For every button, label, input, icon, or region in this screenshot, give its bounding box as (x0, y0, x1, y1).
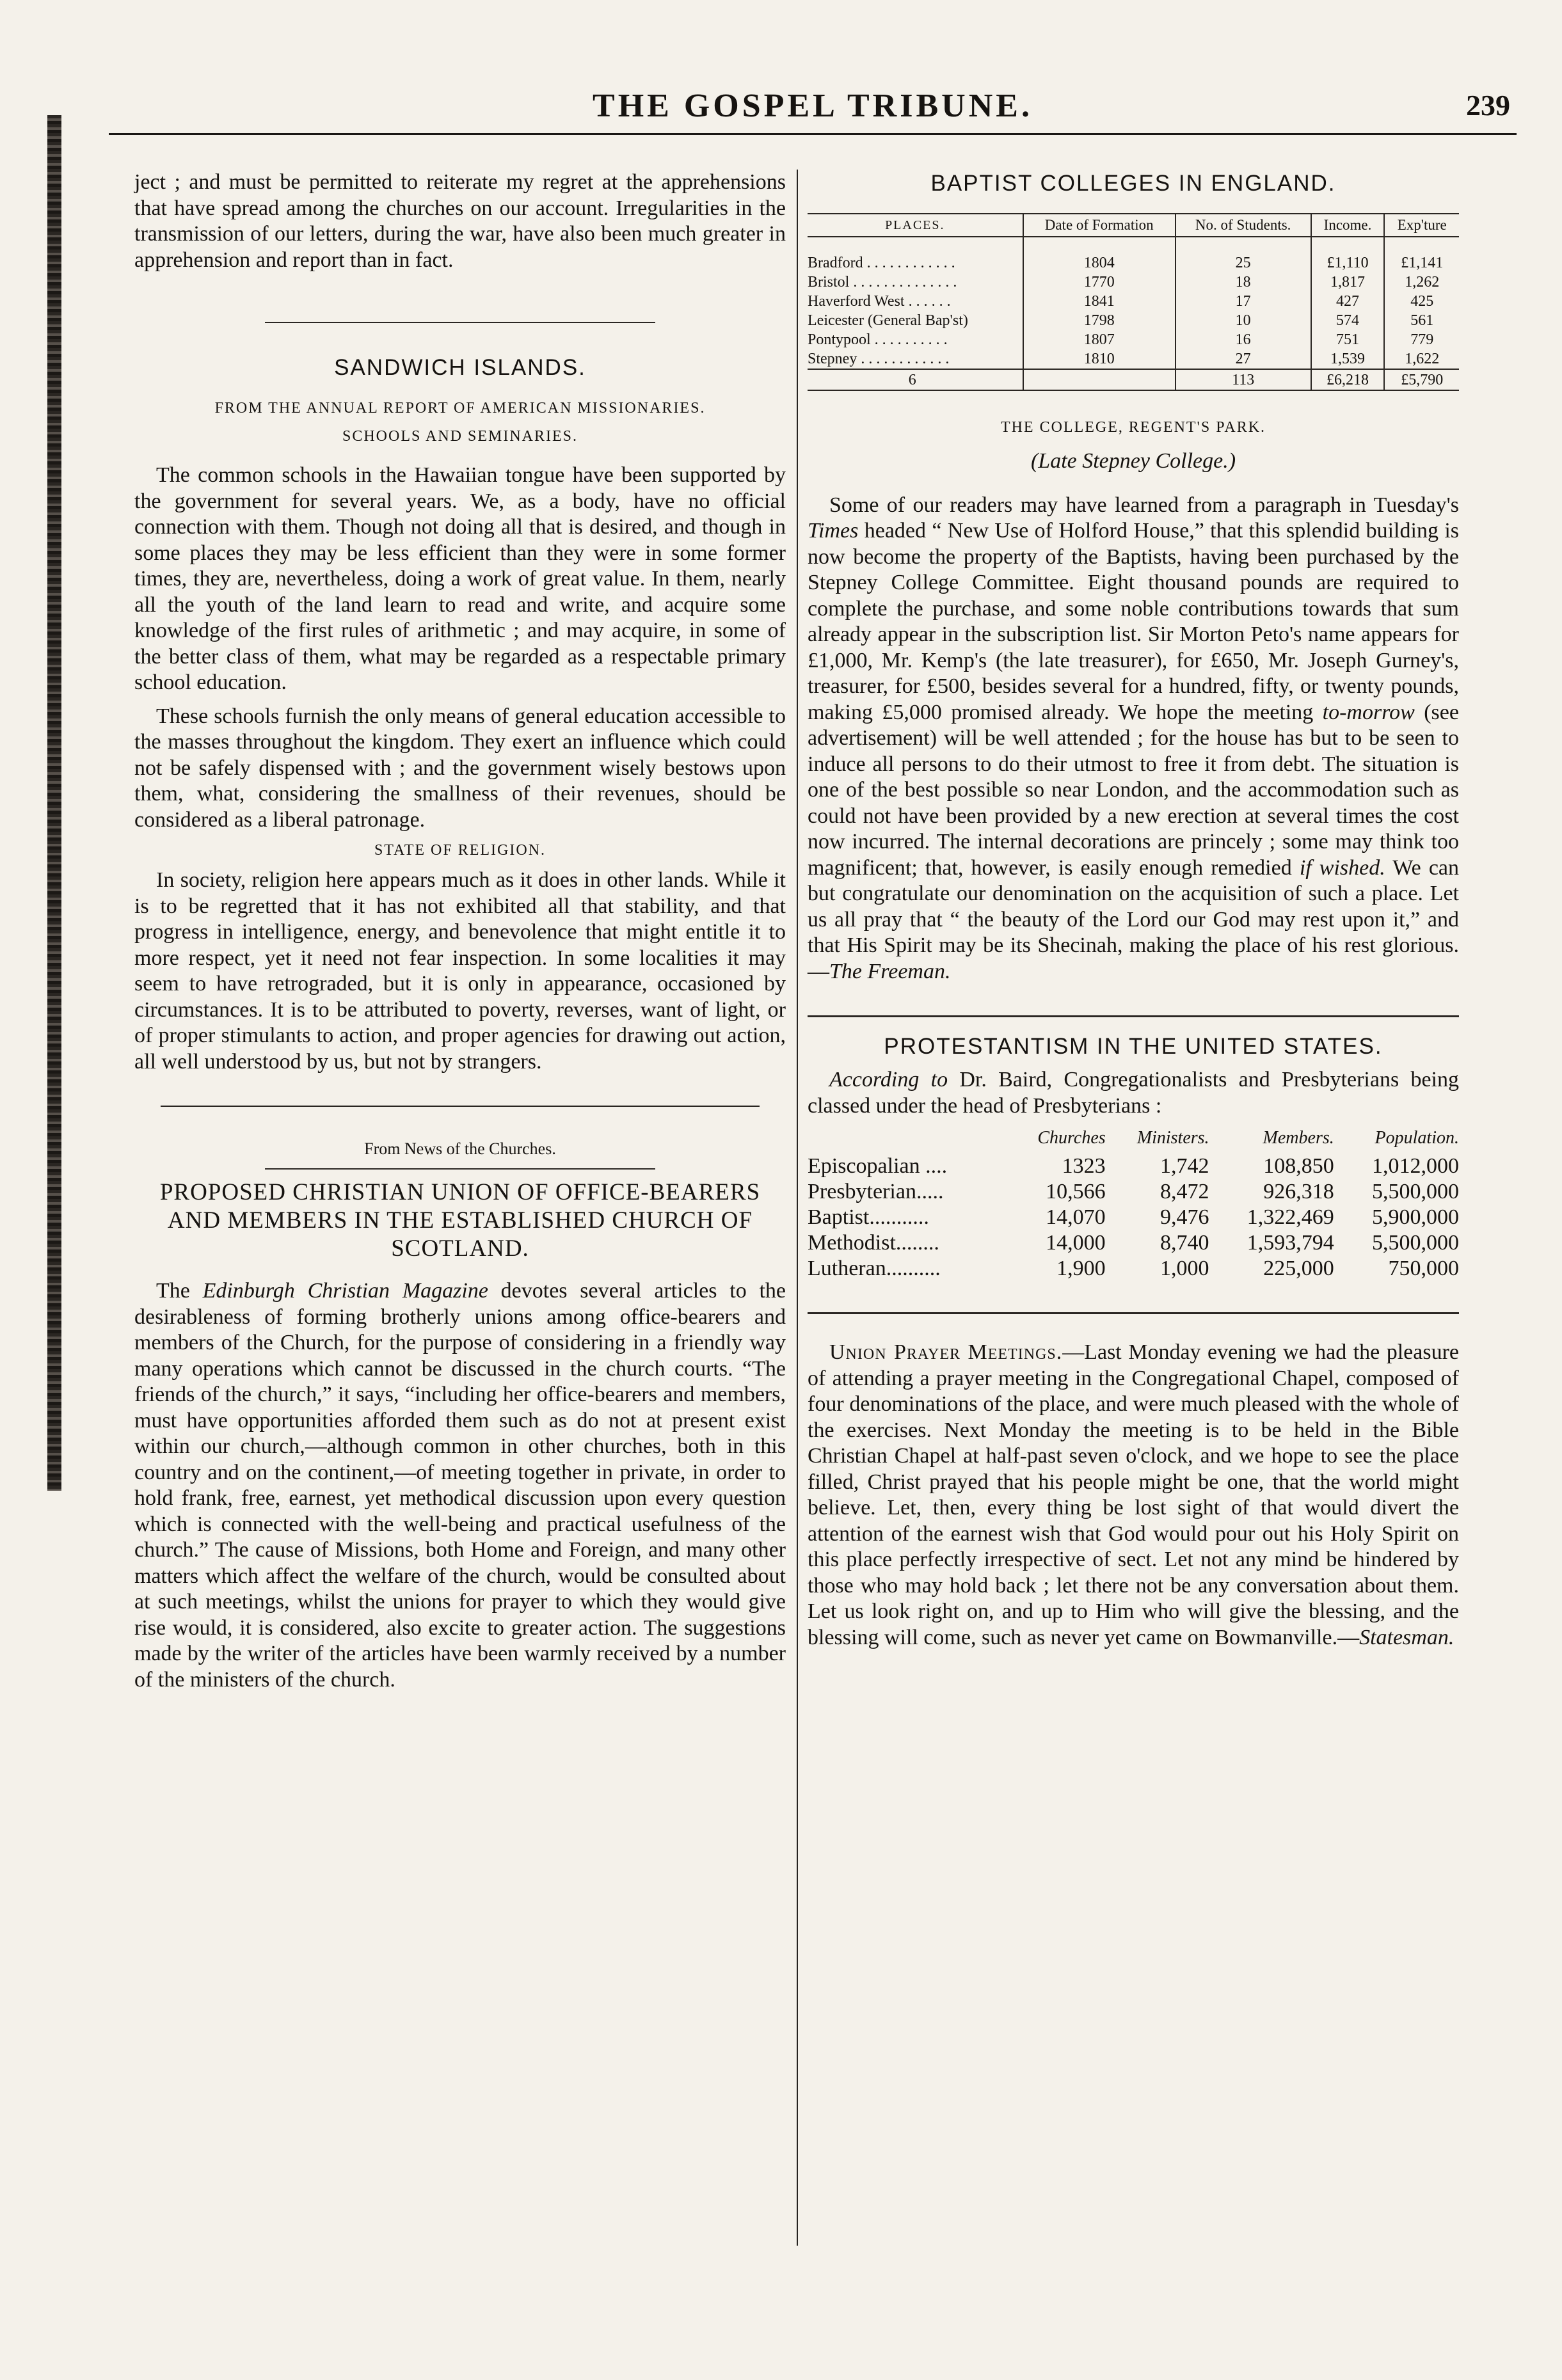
table-cell: 25 (1175, 237, 1311, 273)
page-header (109, 82, 1517, 135)
table-cell: £6,218 (1311, 369, 1385, 390)
table-cell: 113 (1175, 369, 1311, 390)
table-row (808, 237, 1459, 273)
table-row (808, 273, 1459, 292)
table-cell: 1841 (1023, 292, 1175, 311)
table-cell: 1810 (1023, 349, 1175, 369)
table-cell: 27 (1175, 349, 1311, 369)
column-header: PLACES. (808, 214, 1023, 237)
table-cell: 1,012,000 (1372, 1154, 1459, 1178)
table-cell: 1,817 (1311, 273, 1385, 292)
colleges-header-row (808, 214, 1459, 237)
table-cell: 1,000 (1160, 1257, 1209, 1280)
colleges-table (808, 213, 1459, 391)
table-cell: 574 (1311, 311, 1385, 330)
sandwich-islands-heading: SANDWICH ISLANDS. (334, 355, 586, 380)
table-cell: 425 (1384, 292, 1459, 311)
text: We can but congratulate our denomination on the acquisition of such a place. Let us all pray that “ the beauty of the Lord our God may rest upon it,” and that His Spirit may be its Shecinah, making the place of his rest glorious.— (808, 855, 1460, 983)
table-row (808, 292, 1459, 311)
table-cell: 751 (1311, 330, 1385, 349)
table-cell: 1,900 (1056, 1257, 1106, 1280)
table-cell: 225,000 (1263, 1257, 1334, 1280)
table-cell: 8,472 (1160, 1180, 1209, 1203)
table-cell: 1,262 (1384, 273, 1459, 292)
proposed-union-paragraph (134, 1278, 786, 1693)
table-cell: Bristol . . . . . . . . . . . . . . (808, 274, 957, 290)
table-cell: 561 (1384, 311, 1459, 330)
table-cell: 8,740 (1160, 1231, 1209, 1255)
religion-paragraph: In society, religion here appears much as it does in other lands. While it is to be regretted that it has not exhibited all that stability, and that progress in intelligence, energy, and benevolence that might entitle it to more respect, yet it need not fear inspection. In some localities it may seem to have retrograded, but it is only in appearance, occasioned by circumstances. It is to be attributed to poverty, reverses, want of light, or of proper stimulants to action, and proper agencies for drawing out action, all well understood by us, but not by strangers. (134, 868, 786, 1074)
table-row (808, 311, 1459, 330)
newspaper-title: Times (808, 519, 859, 543)
table-cell: 5,500,000 (1372, 1180, 1459, 1203)
table-cell: £1,141 (1384, 237, 1459, 273)
table-cell: 750,000 (1388, 1257, 1459, 1280)
column-header: Exp'ture (1384, 214, 1459, 237)
schools-subheading: SCHOOLS AND SEMINARIES. (342, 428, 578, 445)
text: The (156, 1279, 203, 1303)
protestantism-heading: PROTESTANTISM IN THE UNITED STATES. (884, 1034, 1383, 1059)
table-cell: Presbyterian..... (808, 1180, 944, 1203)
table-cell: 1,593,794 (1247, 1231, 1334, 1255)
table-cell: 1,322,469 (1247, 1205, 1334, 1229)
column-rule (797, 170, 798, 2246)
text: Dr. Baird, Congregationalists and Presbyterians being classed under the head of Presbyterians : (808, 1068, 1459, 1118)
right-column (808, 170, 1459, 1651)
source-credit: The Freeman. (829, 959, 951, 983)
table-cell: 1770 (1023, 273, 1175, 292)
table-cell: 10,566 (1046, 1180, 1106, 1203)
table-cell: 17 (1175, 292, 1311, 311)
page-number: 239 (1466, 89, 1510, 122)
text: devotes several articles to the desirableness of forming brotherly unions among office-bearers and members of the Church, for the purpose of considering in a friendly way many operations which cannot be discussed in the church courts. “The friends of the church,” it says, “including her office-bearers and members, must have opportunities afforded them such as do not at present exist within our church,—although common in other churches, both in this country and on the continent,—of meeting together in private, in order to hold frank, free, earnest, yet methodical discussion upon every question which is connected with the well-being and practical usefulness of the church.” The cause of Missions, both Home and Foreign, and many other matters which affect the welfare of the church, would be consulted about at such meetings, whilst the unions for prayer to which they would give rise would, it is considered, also excite to greater action. The suggestions made by the writer of the articles have been warmly received by a number of the ministers of the church. (134, 1279, 786, 1692)
table-cell: Stepney . . . . . . . . . . . . (808, 351, 950, 367)
sandwich-source: FROM THE ANNUAL REPORT OF AMERICAN MISSIONARIES. (214, 400, 706, 416)
table-row (808, 349, 1459, 369)
regents-park-paragraph (808, 493, 1459, 985)
table-row (808, 1154, 1459, 1179)
regents-park-subheading: (Late Stepney College.) (1030, 449, 1236, 473)
schools-paragraph-2: These schools furnish the only means of general education accessible to the masses throughout the kingdom. They exert an influence which could not be safely dispensed with ; and the government wisely bestows upon them, what, considering the smallness of their revenues, should be considered as a liberal patronage. (134, 704, 786, 832)
table-cell: 14,070 (1046, 1205, 1106, 1229)
text: headed “ New Use of Holford House,” that this splendid building is now become the property of the Baptists, having been purchased by the Stepney College Committee. Eight thousand pounds are required to complete the purchase, and some noble contributions towards that sum already appear in the subscription list. Sir Morton Peto's name appears for £1,000, Mr. Kemp's (the late treasurer), for £650, Mr. Joseph Gurney's, treasurer, for £500, besides several for a hundred, fifty, or twenty pounds, making £5,000 promised already. We hope the meeting (808, 519, 1459, 724)
table-cell: Haverford West . . . . . . (808, 293, 951, 310)
table-cell: 14,000 (1046, 1231, 1106, 1255)
protestantism-intro (808, 1067, 1459, 1119)
magazine-title: Edinburgh Christian Magazine (202, 1279, 488, 1303)
table-row (808, 1256, 1459, 1281)
article-source: From News of the Churches. (364, 1139, 556, 1158)
table-cell: 1,742 (1160, 1154, 1209, 1178)
column-header: Ministers. (1136, 1128, 1209, 1148)
table-row (808, 1230, 1459, 1256)
table-cell: Pontypool . . . . . . . . . . (808, 331, 948, 348)
text: —Last Monday evening we had the pleasure of attending a prayer meeting in the Congregational Chapel, composed of four denominations of the place, and were much pleased with the whole of the exercises. Next Monday the meeting is to be held in the Bible Christian Chapel at half-past seven o'clock, and we hope to see the place filled, Christ prayed that his people might be one, that the world might believe. Let, then, every thing be lost sight of that would divert the attention of the earnest wish that God would pour out his Holy Spirit on this place perfectly irrespective of sect. Let not any mind be hindered by those who may hold back ; let there not be any conversation about them. Let us look right on, and up to Him who will give the blessing, and the blessing will come, such as never yet came on Bowmanville.— (808, 1340, 1459, 1649)
union-prayer-paragraph (808, 1340, 1459, 1651)
stats-header-row (808, 1125, 1459, 1154)
religion-subheading: STATE OF RELIGION. (374, 842, 546, 859)
table-cell: Lutheran.......... (808, 1257, 941, 1280)
table-cell: 779 (1384, 330, 1459, 349)
column-header: Churches (1037, 1128, 1106, 1148)
table-cell: 1,539 (1311, 349, 1385, 369)
schools-paragraph-1: The common schools in the Hawaiian tongue have been supported by the government for several years. We, as a body, have no official connection with them. Though not doing all that is desired, and though in some places they may be less efficient than they were in some former times, they are, nevertheless, doing a work of great value. In them, nearly all the youth of the land learn to read and write, and acquire some knowledge of the first rules of arithmetic ; and may acquire, in some of the better class of them, what may be regarded as a respectable primary school education. (134, 463, 786, 694)
colleges-heading: BAPTIST COLLEGES IN ENGLAND. (930, 171, 1336, 196)
table-cell: 926,318 (1263, 1180, 1334, 1203)
table-row (808, 1179, 1459, 1205)
regents-park-heading: THE COLLEGE, REGENT'S PARK. (1000, 419, 1266, 436)
table-cell: Methodist........ (808, 1231, 939, 1255)
table-cell: 16 (1175, 330, 1311, 349)
binding-edge (47, 115, 61, 1491)
table-cell: 6 (808, 369, 1023, 390)
emphasis: if wished. (1299, 855, 1385, 880)
column-header: Members. (1263, 1128, 1334, 1148)
table-cell: 5,500,000 (1372, 1231, 1459, 1255)
table-row (808, 330, 1459, 349)
table-cell: 427 (1311, 292, 1385, 311)
text: According to (829, 1068, 948, 1091)
totals-row (808, 369, 1459, 390)
table-cell (1023, 369, 1175, 390)
table-cell: £1,110 (1311, 237, 1385, 273)
protestantism-table (808, 1125, 1459, 1281)
table-cell: 10 (1175, 311, 1311, 330)
publication-title: THE GOSPEL TRIBUNE. (593, 88, 1033, 124)
table-cell: Episcopalian .... (808, 1154, 948, 1178)
table-cell: 1804 (1023, 237, 1175, 273)
table-cell: 18 (1175, 273, 1311, 292)
table-cell: Baptist........... (808, 1205, 929, 1229)
continued-paragraph: ject ; and must be permitted to reiterate my regret at the apprehensions that have spread among the churches on our account. Irregularities in the transmission of our letters, during the war, have also been much greater in apprehension and report than in fact. (134, 170, 786, 272)
table-cell: 1798 (1023, 311, 1175, 330)
table-cell: 1323 (1062, 1154, 1106, 1178)
table-cell: 9,476 (1160, 1205, 1209, 1229)
left-column (134, 170, 786, 1693)
table-cell: Bradford . . . . . . . . . . . . (808, 255, 955, 271)
source-credit: Statesman. (1359, 1625, 1454, 1649)
column-header (808, 1125, 1008, 1154)
text: (see advertisement) will be well attended ; for the house has but to be seen to induce all persons to do their utmost to free it from debt. The situation is one of the best possible so near London, and the accommodation such as could not have been provided by a new erection at several times the cost now incurred. The internal decorations are princely ; some may think too magnificent; that, however, is easily enough remedied (808, 700, 1459, 880)
proposed-union-heading: PROPOSED CHRISTIAN UNION OF OFFICE-BEARERS AND MEMBERS IN THE ESTABLISHED CHURCH OF SCOTLAND. (159, 1179, 761, 1262)
table-cell: 5,900,000 (1372, 1205, 1459, 1229)
table-cell: £5,790 (1384, 369, 1459, 390)
table-row (808, 1205, 1459, 1230)
table-cell: Leicester (General Bap'st) (808, 312, 968, 329)
column-header: No. of Students. (1175, 214, 1311, 237)
column-header: Date of Formation (1023, 214, 1175, 237)
emphasis: to-morrow (1322, 700, 1415, 724)
table-cell: 1807 (1023, 330, 1175, 349)
text: Union Prayer Meetings. (829, 1340, 1063, 1364)
table-cell: 1,622 (1384, 349, 1459, 369)
column-header: Population. (1375, 1128, 1459, 1148)
table-cell: 108,850 (1263, 1154, 1334, 1178)
text: Some of our readers may have learned from a paragraph in Tuesday's (829, 493, 1459, 517)
column-header: Income. (1311, 214, 1385, 237)
